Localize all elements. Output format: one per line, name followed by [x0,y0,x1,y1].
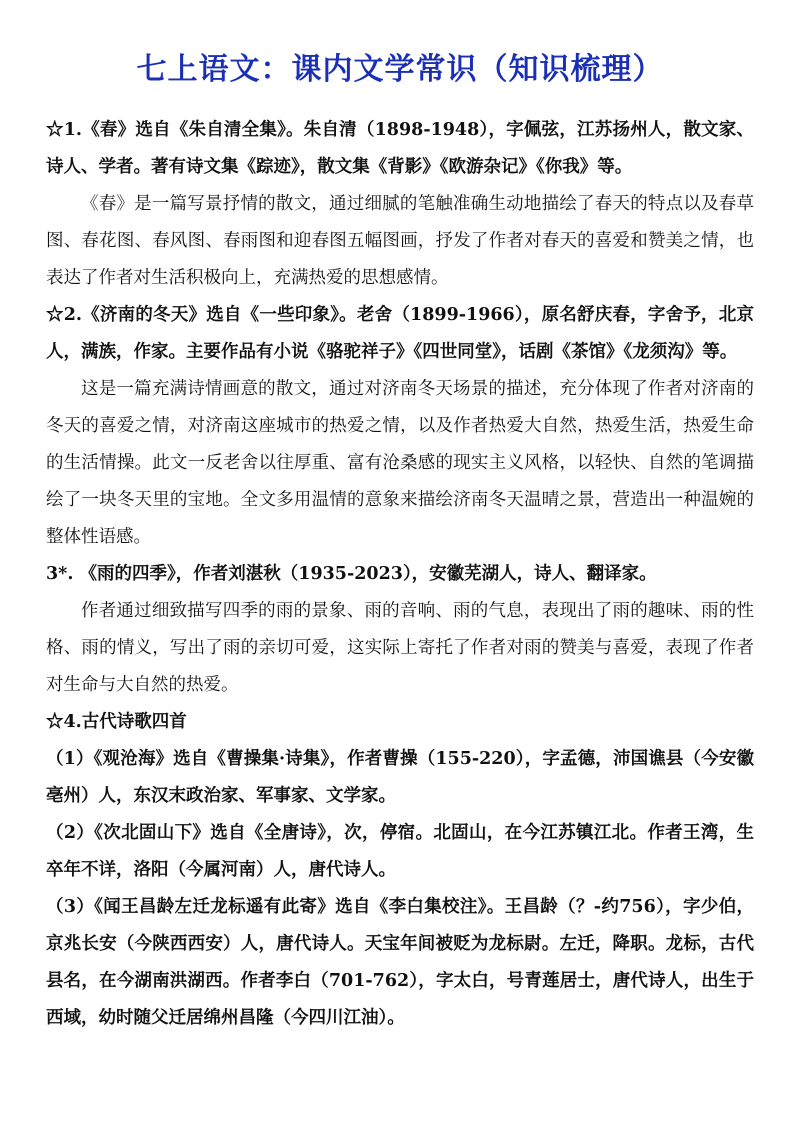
section-2-body: 这是一篇充满诗情画意的散文，通过对济南冬天场景的描述，充分体现了作者对济南的冬天的喜爱之情，对济南这座城市的热爱之情，以及作者热爱大自然，热爱生活，热爱生命的生活情操。此文一反老舍以往厚重、富有沧桑感的现实主义风格，以轻快、自然的笔调描绘了一块冬天里的宝地。全文多用温情的意象来描绘济南冬天温晴之景，营造出一种温婉的整体性语感。 [46,379,754,547]
section-4-heading: ☆4.古代诗歌四首 [46,712,187,732]
section-2-heading: ☆2.《济南的冬天》选自《一些印象》。老舍（1899-1966），原名舒庆春，字舍予，北京人，满族，作家。主要作品有小说《骆驼祥子》《四世同堂》，话剧《茶馆》《龙须沟》等。 [46,305,754,362]
section-1-heading: ☆1.《春》选自《朱自清全集》。朱自清（1898-1948），字佩弦，江苏扬州人，散文家、诗人、学者。著有诗文集《踪迹》，散文集《背影》《欧游杂记》《你我》等。 [46,120,754,177]
section-1-body: 《春》是一篇写景抒情的散文，通过细腻的笔触准确生动地描绘了春天的特点以及春草图、春花图、春风图、春雨图和迎春图五幅图画，抒发了作者对春天的喜爱和赞美之情，也表达了作者对生活积极向上，充满热爱的思想感情。 [46,194,754,288]
section-3-heading: 3*. 《雨的四季》，作者刘湛秋（1935-2023），安徽芜湖人，诗人、翻译家。 [46,564,657,584]
poem-item-2: （2）《次北固山下》选自《全唐诗》，次，停宿。北固山，在今江苏镇江北。作者王湾，生卒年不详，洛阳（今属河南）人，唐代诗人。 [46,823,754,880]
document-page [46,48,754,1037]
poem-item-3: （3）《闻王昌龄左迁龙标遥有此寄》选自《李白集校注》。王昌龄（？-约756），字少伯，京兆长安（今陕西西安）人，唐代诗人。天宝年间被贬为龙标尉。左迁，降职。龙标，古代县名，在今湖南洪湖西。作者李白（701-762），字太白，号青莲居士，唐代诗人，出生于西域，幼时随父迁居绵州昌隆（今四川江油）。 [46,897,754,1028]
poem-item-1: （1）《观沧海》选自《曹操集·诗集》，作者曹操（155-220），字孟德，沛国谯县（今安徽亳州）人，东汉末政治家、军事家、文学家。 [46,749,754,806]
page-title: 七上语文：课内文学常识（知识梳理） [136,52,664,87]
section-3-body: 作者通过细致描写四季的雨的景象、雨的音响、雨的气息，表现出了雨的趣味、雨的性格、雨的情义，写出了雨的亲切可爱，这实际上寄托了作者对雨的赞美与喜爱，表现了作者对生命与大自然的热爱。 [46,601,754,695]
